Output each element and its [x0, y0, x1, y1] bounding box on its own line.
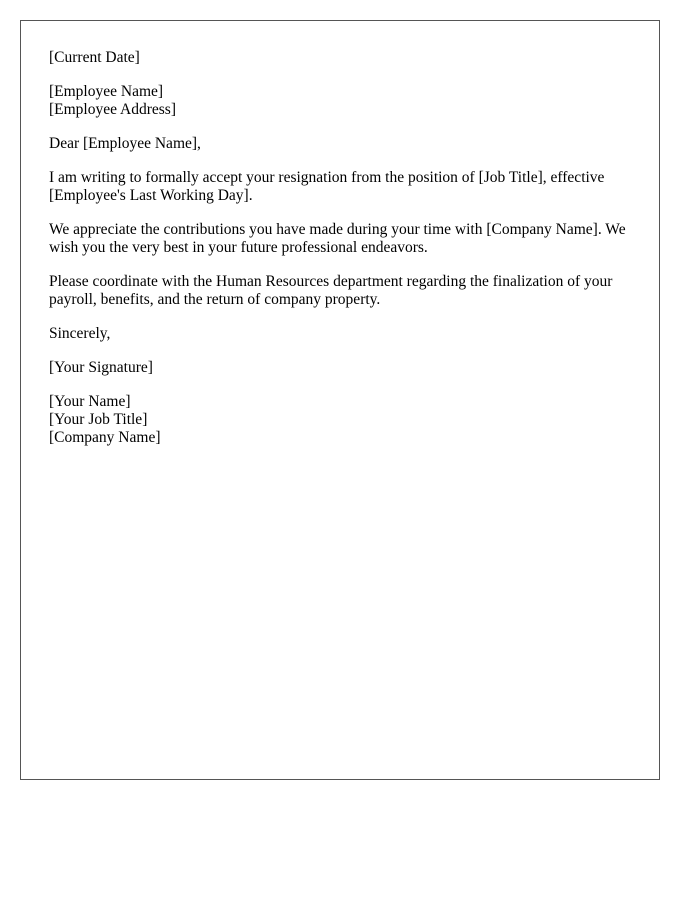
body-paragraph-coordination: Please coordinate with the Human Resources department regarding the finalization of your payroll, benefits, and the return of company property. — [49, 273, 613, 308]
letter-date: [Current Date] — [49, 49, 140, 66]
letter-page — [20, 20, 660, 780]
signature-placeholder: [Your Signature] — [49, 359, 153, 376]
sender-company: [Company Name] — [49, 429, 161, 446]
sender-job-title: [Your Job Title] — [49, 411, 148, 428]
body-paragraph-appreciation: We appreciate the contributions you have made during your time with [Company Name]. We wish you the very best in your future professional endeavors. — [49, 221, 626, 256]
sender-name: [Your Name] — [49, 393, 131, 410]
sender-block — [49, 393, 631, 447]
closing: Sincerely, — [49, 325, 111, 342]
recipient-address: [Employee Address] — [49, 101, 176, 118]
recipient-name: [Employee Name] — [49, 83, 164, 100]
recipient-block — [49, 83, 631, 119]
body-paragraph-acceptance: I am writing to formally accept your resignation from the position of [Job Title], effective [Employee's Last Working Day]. — [49, 169, 605, 204]
salutation: Dear [Employee Name], — [49, 135, 201, 152]
